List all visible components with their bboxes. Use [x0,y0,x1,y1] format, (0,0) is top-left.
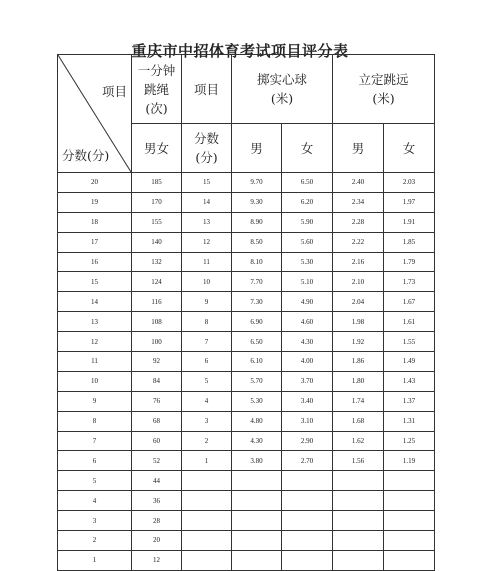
rope-count-cell: 100 [132,332,182,352]
ball-male-cell: 9.30 [232,192,282,212]
ball-male-cell [232,531,282,551]
ball-male-cell: 9.70 [232,173,282,193]
jump-male-cell: 1.68 [333,411,384,431]
rope-header [132,55,182,124]
score-cell: 9 [58,391,132,411]
ball-female-cell: 3.40 [282,391,333,411]
score-cell: 20 [58,173,132,193]
jump-male-cell: 1.62 [333,431,384,451]
item-score-cell: 10 [182,272,232,292]
score-sub-header [182,124,232,173]
jump-male-cell [333,531,384,551]
table-row [58,431,435,451]
jump-female-cell [384,511,435,531]
table-row [58,292,435,312]
jump-male-cell: 2.22 [333,232,384,252]
item-header: 项目 [182,55,232,124]
ball-female-cell: 3.10 [282,411,333,431]
item-score-cell: 6 [182,352,232,372]
ball-female-cell [282,550,333,570]
table-row [58,391,435,411]
ball-female-cell: 3.70 [282,371,333,391]
jump-male-cell: 1.92 [333,332,384,352]
item-score-cell: 8 [182,312,232,332]
rope-count-cell: 60 [132,431,182,451]
jump-male-header: 男 [333,124,384,173]
score-table [57,54,435,571]
jump-female-cell: 1.67 [384,292,435,312]
item-score-cell [182,471,232,491]
rope-count-cell: 36 [132,491,182,511]
ball-female-cell [282,491,333,511]
rope-header-line2: 跳绳 [143,81,169,97]
item-score-cell [182,550,232,570]
ball-header [232,55,333,124]
score-cell: 16 [58,252,132,272]
rope-count-cell: 170 [132,192,182,212]
jump-male-cell [333,471,384,491]
ball-male-cell: 8.10 [232,252,282,272]
corner-header-cell [58,55,132,173]
jump-female-cell: 1.85 [384,232,435,252]
ball-female-cell: 4.90 [282,292,333,312]
score-cell: 2 [58,531,132,551]
jump-header-line1: 立定跳远 [358,72,409,87]
ball-male-cell [232,511,282,531]
page-title: 重庆市中招体育考试项目评分表 [131,42,349,60]
jump-male-cell: 1.56 [333,451,384,471]
table-row [58,252,435,272]
ball-female-cell: 5.90 [282,212,333,232]
score-cell: 10 [58,371,132,391]
jump-male-cell: 2.04 [333,292,384,312]
jump-female-cell: 1.43 [384,371,435,391]
ball-female-cell: 4.00 [282,352,333,372]
jump-female-cell: 1.55 [384,332,435,352]
ball-female-cell: 5.10 [282,272,333,292]
ball-female-cell: 4.30 [282,332,333,352]
jump-female-cell [384,550,435,570]
ball-header-line2: (米) [270,91,294,106]
rope-count-cell: 84 [132,371,182,391]
item-score-cell [182,491,232,511]
header-row-1 [58,55,435,124]
jump-female-cell: 1.49 [384,352,435,372]
ball-female-cell [282,531,333,551]
score-cell: 6 [58,451,132,471]
rope-count-cell: 155 [132,212,182,232]
ball-female-cell: 6.50 [282,173,333,193]
score-cell: 8 [58,411,132,431]
ball-male-cell: 5.70 [232,371,282,391]
jump-female-cell: 1.31 [384,411,435,431]
ball-female-cell [282,511,333,531]
item-score-cell: 11 [182,252,232,272]
jump-male-cell: 1.74 [333,391,384,411]
jump-female-cell: 1.19 [384,451,435,471]
jump-female-cell [384,491,435,511]
ball-male-cell [232,471,282,491]
score-cell: 4 [58,491,132,511]
table-row [58,192,435,212]
jump-male-cell: 2.10 [333,272,384,292]
item-score-cell: 5 [182,371,232,391]
jump-female-cell: 1.97 [384,192,435,212]
jump-male-cell: 2.34 [333,192,384,212]
ball-female-cell: 6.20 [282,192,333,212]
jump-male-cell: 2.28 [333,212,384,232]
rope-count-cell: 20 [132,531,182,551]
ball-female-cell: 2.90 [282,431,333,451]
table-row [58,173,435,193]
rope-count-cell: 185 [132,173,182,193]
ball-female-cell: 5.60 [282,232,333,252]
jump-male-cell [333,511,384,531]
table-row [58,352,435,372]
item-score-cell: 15 [182,173,232,193]
jump-header-line2: (米) [372,91,395,106]
score-cell: 15 [58,272,132,292]
item-score-cell: 4 [182,391,232,411]
item-score-cell: 3 [182,411,232,431]
rope-count-cell: 108 [132,312,182,332]
ball-male-cell: 4.80 [232,411,282,431]
item-score-cell: 13 [182,212,232,232]
corner-score-label: 分数(分) [62,148,110,163]
jump-female-header: 女 [384,124,435,173]
jump-male-cell: 1.80 [333,371,384,391]
rope-count-cell: 92 [132,352,182,372]
table-row [58,232,435,252]
jump-female-cell: 1.25 [384,431,435,451]
jump-male-cell [333,491,384,511]
jump-female-cell [384,471,435,491]
rope-count-cell: 44 [132,471,182,491]
score-cell: 11 [58,352,132,372]
jump-female-cell: 1.73 [384,272,435,292]
item-score-cell [182,531,232,551]
rope-sub-header: 男女 [132,124,182,173]
ball-male-cell: 6.50 [232,332,282,352]
ball-male-cell: 8.50 [232,232,282,252]
score-cell: 7 [58,431,132,451]
score-cell: 19 [58,192,132,212]
rope-count-cell: 76 [132,391,182,411]
rope-count-cell: 68 [132,411,182,431]
item-score-cell: 1 [182,451,232,471]
ball-male-cell [232,491,282,511]
score-cell: 1 [58,550,132,570]
jump-male-cell: 1.98 [333,312,384,332]
ball-male-cell: 3.80 [232,451,282,471]
jump-female-cell: 1.79 [384,252,435,272]
score-cell: 5 [58,471,132,491]
ball-male-cell: 7.70 [232,272,282,292]
rope-count-cell: 124 [132,272,182,292]
item-score-cell: 7 [182,332,232,352]
rope-count-cell: 140 [132,232,182,252]
item-score-cell: 12 [182,232,232,252]
jump-female-cell: 1.61 [384,312,435,332]
table-row [58,411,435,431]
jump-female-cell: 1.37 [384,391,435,411]
ball-male-cell: 8.90 [232,212,282,232]
score-table-body [58,173,435,571]
rope-count-cell: 132 [132,252,182,272]
ball-male-cell: 4.30 [232,431,282,451]
table-row [58,212,435,232]
ball-male-cell: 6.10 [232,352,282,372]
table-row [58,451,435,471]
item-score-cell [182,511,232,531]
ball-male-cell: 5.30 [232,391,282,411]
table-row [58,550,435,570]
table-row [58,312,435,332]
rope-count-cell: 116 [132,292,182,312]
ball-female-cell: 2.70 [282,451,333,471]
table-row [58,371,435,391]
ball-female-cell: 5.30 [282,252,333,272]
table-row [58,511,435,531]
jump-male-cell: 1.86 [333,352,384,372]
table-row [58,491,435,511]
ball-male-cell: 6.90 [232,312,282,332]
score-cell: 12 [58,332,132,352]
score-cell: 3 [58,511,132,531]
rope-count-cell: 52 [132,451,182,471]
jump-male-cell [333,550,384,570]
item-score-cell: 2 [182,431,232,451]
score-cell: 14 [58,292,132,312]
score-cell: 13 [58,312,132,332]
ball-male-cell: 7.30 [232,292,282,312]
ball-female-cell [282,471,333,491]
ball-male-header: 男 [232,124,282,173]
item-score-cell: 9 [182,292,232,312]
rope-count-cell: 28 [132,511,182,531]
table-row [58,531,435,551]
jump-male-cell: 2.16 [333,252,384,272]
jump-header [333,55,435,124]
score-cell: 18 [58,212,132,232]
score-sub-header-line1: 分数 [193,131,219,146]
rope-header-line3: (次) [145,100,168,116]
jump-female-cell: 2.03 [384,173,435,193]
rope-count-cell: 12 [132,550,182,570]
corner-item-label: 项目 [101,84,127,99]
score-cell: 17 [58,232,132,252]
item-score-cell: 14 [182,192,232,212]
ball-female-cell: 4.60 [282,312,333,332]
ball-header-line1: 掷实心球 [257,72,308,87]
jump-female-cell [384,531,435,551]
ball-male-cell [232,550,282,570]
ball-female-header: 女 [282,124,333,173]
score-sub-header-line2: (分) [195,150,218,165]
rope-header-line1: 一分钟 [137,62,176,78]
table-row [58,332,435,352]
table-row [58,272,435,292]
table-row [58,471,435,491]
jump-female-cell: 1.91 [384,212,435,232]
jump-male-cell: 2.40 [333,173,384,193]
